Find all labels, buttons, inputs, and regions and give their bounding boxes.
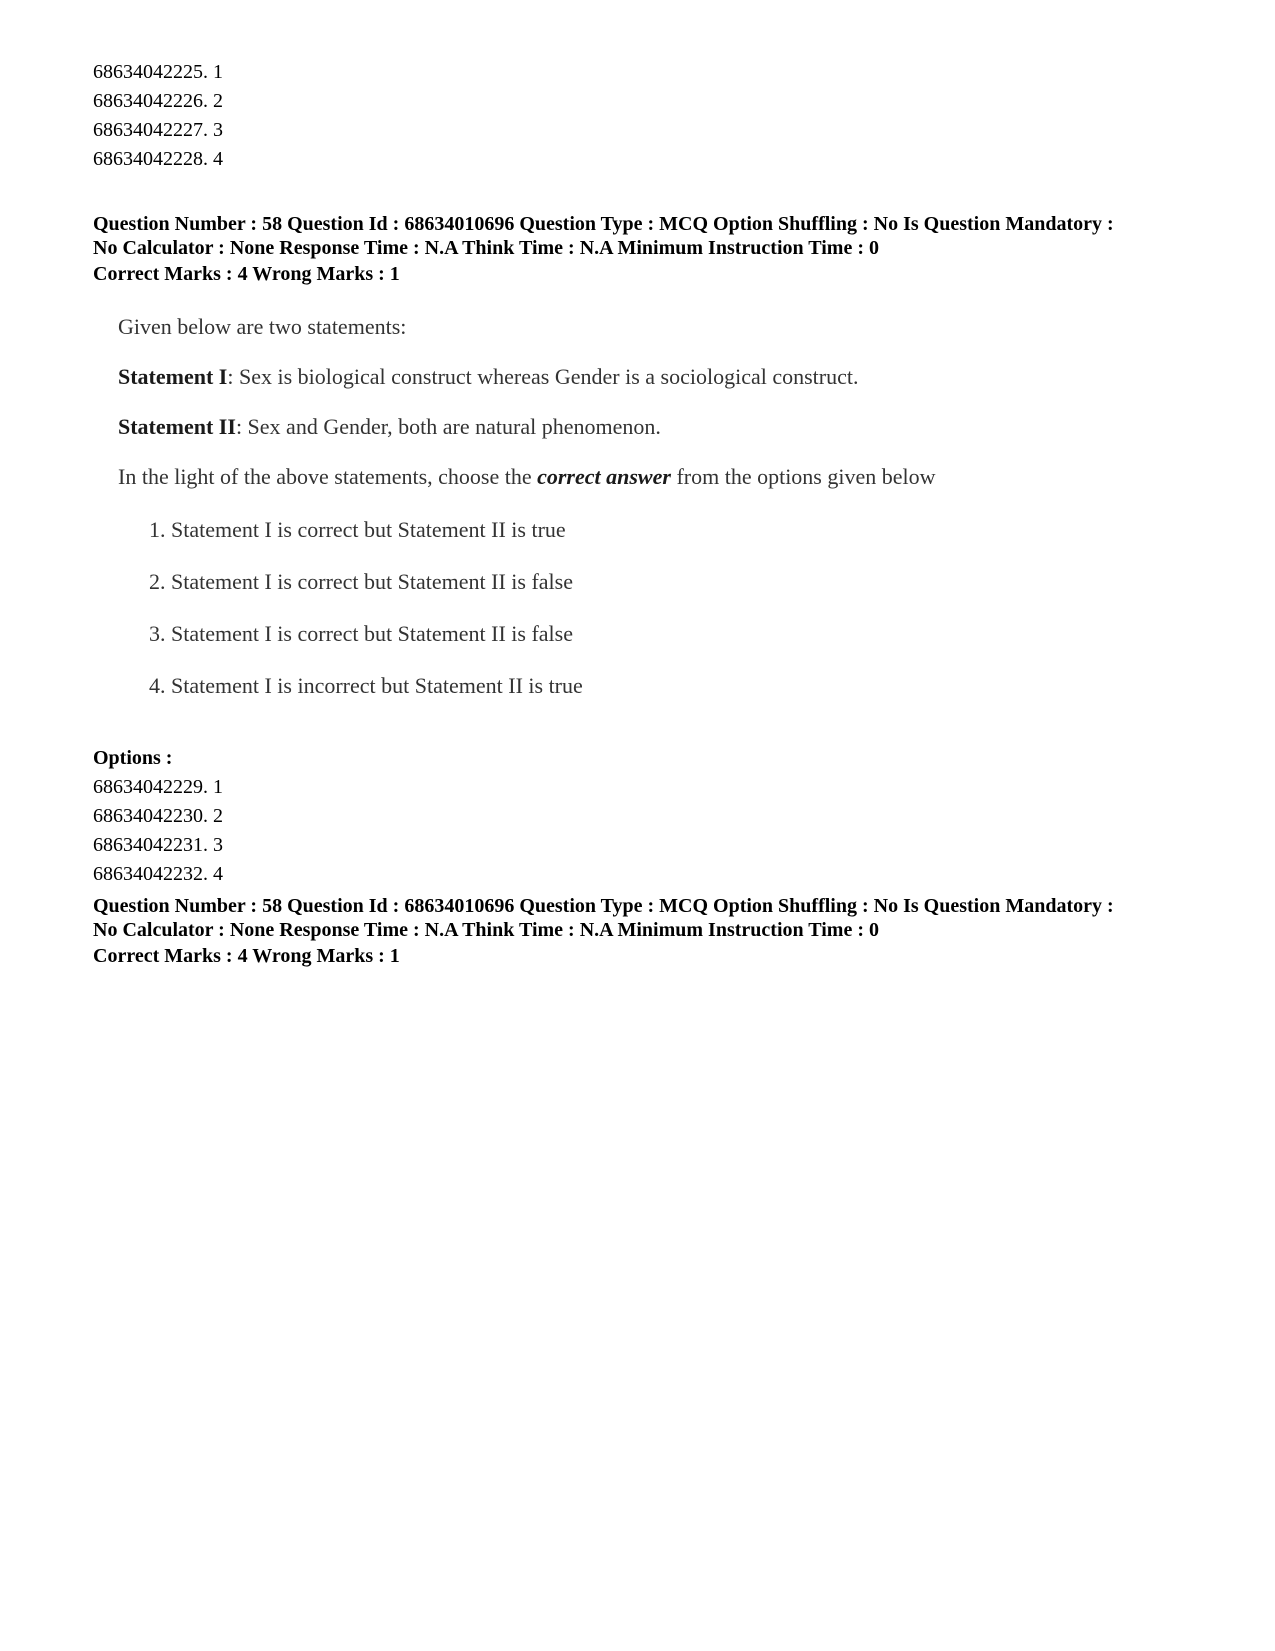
option-item: 68634042227. 3 [93,119,223,141]
question-marks: Correct Marks : 4 Wrong Marks : 1 [93,263,400,285]
option-item: 68634042231. 3 [93,834,223,856]
instruction-post: from the options given below [670,464,936,489]
option-item: 68634042228. 4 [93,148,223,170]
question-meta-line-1: Question Number : 58 Question Id : 68634010696 Question Type : MCQ Option Shuffling : No Is Question Mandatory : [93,213,1114,235]
option-item: 68634042229. 1 [93,776,223,798]
question-intro: Given below are two statements: [118,314,407,339]
question-meta-line-2: No Calculator : None Response Time : N.A Think Time : N.A Minimum Instruction Time : 0 [93,237,879,259]
option-item: 68634042232. 4 [93,863,223,885]
statement-2-text: : Sex and Gender, both are natural phenomenon. [235,414,661,439]
option-item: 68634042225. 1 [93,61,223,83]
instruction-pre: In the light of the above statements, choose the [118,464,538,489]
statement-2-label: Statement II [118,414,236,439]
statement-1-label: Statement I [118,364,228,389]
option-item: 68634042230. 2 [93,805,223,827]
question-meta [93,212,1114,289]
choice-item: 2. Statement I is correct but Statement II is false [149,569,573,594]
options-section [93,744,223,889]
next-question-marks: Correct Marks : 4 Wrong Marks : 1 [93,945,400,967]
options-heading: Options : [93,747,173,769]
next-question-meta-line-2: No Calculator : None Response Time : N.A Think Time : N.A Minimum Instruction Time : 0 [93,919,879,941]
statement-1-text: : Sex is biological construct whereas Gender is a sociological construct. [227,364,859,389]
choice-item: 3. Statement I is correct but Statement II is false [149,621,573,646]
next-question-meta [93,894,1114,971]
choice-item: 4. Statement I is incorrect but Statement II is true [149,673,583,698]
option-item: 68634042226. 2 [93,90,223,112]
instruction-emphasis: correct answer [537,464,671,489]
next-question-meta-line-1: Question Number : 58 Question Id : 68634010696 Question Type : MCQ Option Shuffling : No Is Question Mandatory : [93,895,1114,917]
statement-1 [118,364,858,390]
choice-item: 1. Statement I is correct but Statement II is true [149,517,566,542]
previous-options-list [93,58,223,174]
question-instruction [118,464,936,490]
statement-2 [118,414,661,440]
